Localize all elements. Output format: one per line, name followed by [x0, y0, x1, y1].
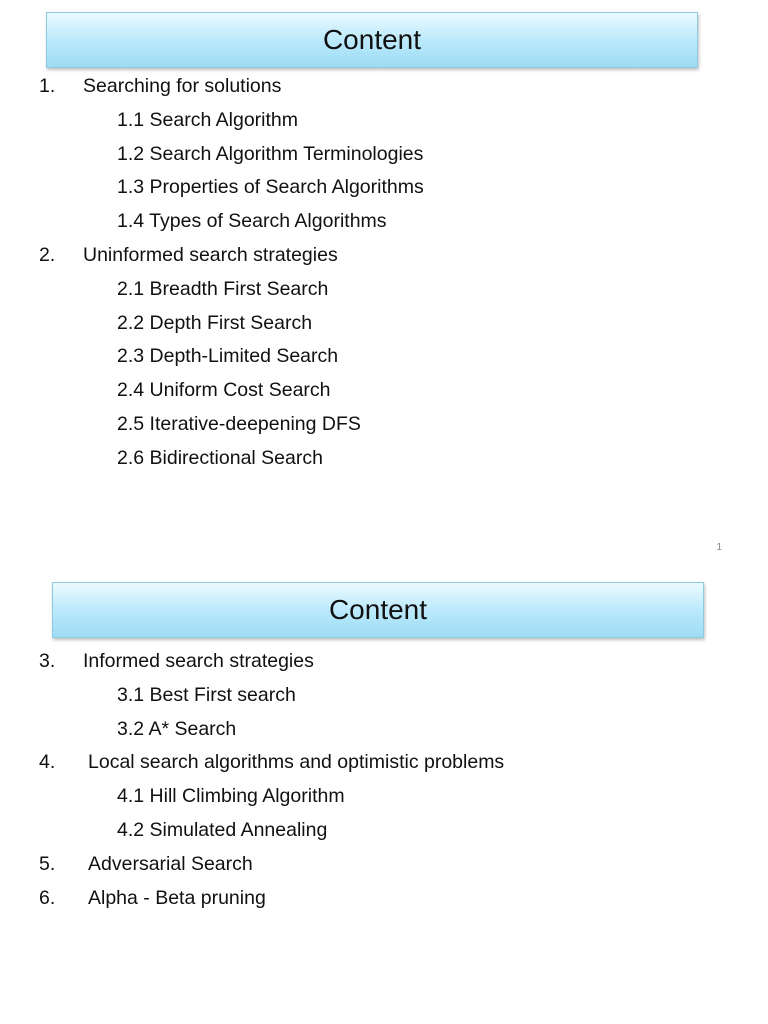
section-title: Informed search strategies — [83, 650, 314, 672]
section-title: Uninformed search strategies — [83, 243, 338, 266]
subsection-title: 2.3 Depth-Limited Search — [117, 345, 339, 368]
toc-subsection-4-2 — [0, 814, 768, 848]
toc-subsection-2-6 — [0, 442, 768, 476]
slide-title: Content — [46, 12, 698, 68]
toc-section-1 — [0, 70, 768, 104]
table-of-contents — [0, 70, 768, 476]
subsection-title: 4.1 Hill Climbing Algorithm — [117, 785, 345, 808]
toc-section-2 — [0, 239, 768, 273]
toc-section-4 — [0, 746, 768, 780]
section-number: 5. — [39, 852, 56, 875]
toc-subsection-1-3 — [0, 171, 768, 205]
subsection-title: 3.1 Best First search — [117, 683, 296, 706]
slide-2 — [0, 570, 768, 1024]
subsection-title: 3.2 A* Search — [117, 717, 237, 740]
section-title: Adversarial Search — [88, 852, 253, 875]
toc-section-5 — [0, 848, 768, 882]
toc-subsection-4-1 — [0, 780, 768, 814]
toc-subsection-1-2 — [0, 138, 768, 172]
toc-subsection-2-1 — [0, 273, 768, 307]
subsection-title: 2.5 Iterative-deepening DFS — [117, 412, 361, 435]
subsection-title: 2.6 Bidirectional Search — [117, 446, 323, 469]
subsection-title: 1.3 Properties of Search Algorithms — [117, 176, 424, 199]
table-of-contents — [0, 645, 768, 915]
subsection-title: 2.1 Breadth First Search — [117, 277, 329, 300]
subsection-title: 2.4 Uniform Cost Search — [117, 379, 331, 402]
subsection-title: 2.2 Depth First Search — [117, 311, 313, 334]
subsection-title: 1.1 Search Algorithm — [117, 108, 299, 131]
toc-subsection-2-5 — [0, 408, 768, 442]
toc-subsection-1-4 — [0, 205, 768, 239]
toc-subsection-2-2 — [0, 307, 768, 341]
subsection-title: 1.2 Search Algorithm Terminologies — [117, 142, 424, 165]
section-number: 6. — [39, 886, 56, 909]
section-title: Searching for solutions — [83, 75, 282, 97]
toc-section-6 — [0, 882, 768, 916]
section-title: Local search algorithms and optimistic problems — [88, 751, 505, 774]
page-number: 1 — [716, 542, 722, 553]
section-number: 3. — [39, 650, 56, 672]
subsection-title: 1.4 Types of Search Algorithms — [117, 210, 387, 233]
toc-subsection-2-3 — [0, 340, 768, 374]
toc-subsection-3-1 — [0, 679, 768, 713]
section-number: 1. — [39, 75, 56, 97]
toc-subsection-2-4 — [0, 374, 768, 408]
toc-section-3 — [0, 645, 768, 679]
section-number: 2. — [39, 243, 56, 266]
section-number: 4. — [39, 751, 56, 774]
slide-title: Content — [52, 582, 704, 638]
subsection-title: 4.2 Simulated Annealing — [117, 818, 328, 841]
toc-subsection-3-2 — [0, 713, 768, 747]
section-title: Alpha - Beta pruning — [88, 886, 266, 909]
toc-subsection-1-1 — [0, 104, 768, 138]
